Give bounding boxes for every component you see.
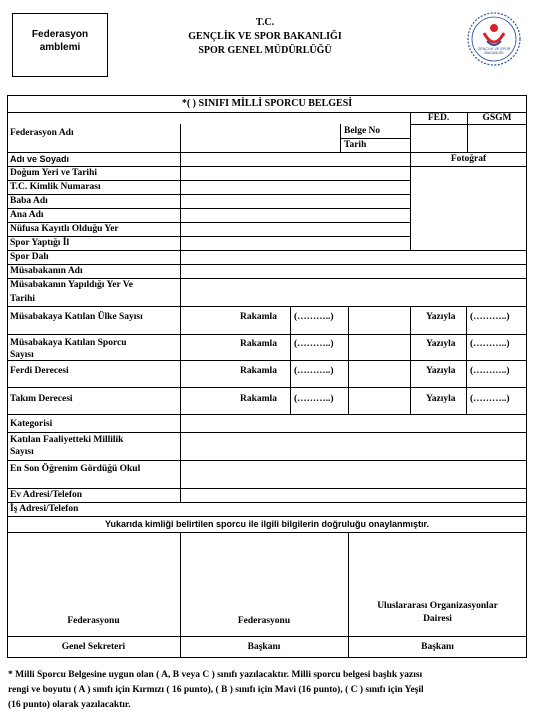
rakamla-label-1: Rakamla <box>240 312 277 322</box>
label-spor-il: Spor Yaptığı İl <box>10 238 70 248</box>
label-ana: Ana Adı <box>10 210 44 220</box>
yaziyla-blank-1: (………..) <box>470 312 510 322</box>
header-tc: T.C. <box>255 17 275 28</box>
label-is-adresi: İş Adresi/Telefon <box>10 504 79 514</box>
label-okul: En Son Öğrenim Gördüğü Okul <box>10 464 141 474</box>
label-dogum: Doğum Yeri ve Tarihi <box>10 168 97 178</box>
yaziyla-blank-2: (………..) <box>470 339 510 349</box>
ministry-logo-icon <box>466 11 522 67</box>
label-baba: Baba Adı <box>10 196 48 206</box>
signature-1-footer: Genel Sekreteri <box>61 642 126 652</box>
federation-emblem-placeholder <box>12 13 108 77</box>
signature-3-footer: Başkanı <box>421 642 454 652</box>
form-title: *( ) SINIFI MİLLİ SPORCU BELGESİ <box>181 98 353 109</box>
signature-3-label-line1: Uluslararası Organizasyonlar <box>377 601 498 611</box>
label-faaliyet-1: Katılan Faaliyetteki Millilik <box>10 435 124 445</box>
label-musabaka-yer-1: Müsabakanın Yapıldığı Yer Ve <box>10 280 133 290</box>
yaziyla-label-3: Yazıyla <box>426 366 456 376</box>
emblem-label-line2: amblemi <box>39 42 81 53</box>
header-ministry: GENÇLİK VE SPOR BAKANLIĞI <box>188 31 342 42</box>
rakamla-blank-3: (………..) <box>294 366 334 376</box>
label-belge-no: Belge No <box>344 126 381 136</box>
col-fed-header: FED. <box>427 113 450 123</box>
label-tarih: Tarih <box>344 140 367 150</box>
rakamla-label-2: Rakamla <box>240 339 277 349</box>
label-nufus: Nüfusa Kayıtlı Olduğu Yer <box>10 224 119 234</box>
header-directorate: SPOR GENEL MÜDÜRLÜĞÜ <box>198 45 332 56</box>
rakamla-label-3: Rakamla <box>240 366 277 376</box>
label-faaliyet-2: Sayısı <box>10 447 34 457</box>
yaziyla-label-1: Yazıyla <box>426 312 456 322</box>
label-adi-soyadi: Adı ve Soyadı <box>10 154 70 164</box>
label-takim: Takım Derecesi <box>10 394 73 404</box>
approval-statement: Yukarıda kimliği belirtilen sporcu ile ilgili bilgilerin doğruluğu onaylanmıştır. <box>104 519 430 529</box>
label-ev-adresi: Ev Adresi/Telefon <box>10 490 83 500</box>
label-federasyon-adi: Federasyon Adı <box>10 128 74 138</box>
label-spor-dali: Spor Dalı <box>10 252 49 262</box>
col-gsgm-header: GSGM <box>482 113 512 123</box>
signature-2-footer: Başkanı <box>247 642 281 652</box>
label-tc-kimlik: T.C. Kimlik Numarası <box>10 182 101 192</box>
signature-1-label: Federasyonu <box>67 616 120 626</box>
yaziyla-label-2: Yazıyla <box>426 339 456 349</box>
label-musabaka-adi: Müsabakanın Adı <box>10 266 83 276</box>
photo-area-label: Fotoğraf <box>450 154 487 164</box>
footnote-line-3: (16 punto) olarak yazılacaktır. <box>8 700 131 710</box>
yaziyla-label-4: Yazıyla <box>426 394 456 404</box>
signature-2-label: Federasyonu <box>237 616 291 626</box>
rakamla-label-4: Rakamla <box>240 394 277 404</box>
label-sporcu-sayisi-1: Müsabakaya Katılan Sporcu <box>10 338 127 348</box>
signature-3-label-line2: Dairesi <box>423 614 452 624</box>
label-sporcu-sayisi-2: Sayısı <box>10 350 34 360</box>
ministry-logo-text: GENÇLİK VE SPOR BAKANLIĞI <box>477 47 511 56</box>
rakamla-blank-1: (………..) <box>294 312 334 322</box>
rakamla-blank-4: (………..) <box>294 394 334 404</box>
yaziyla-blank-4: (………..) <box>470 394 510 404</box>
footnote-line-2: rengi ve boyutu ( A ) sınıfı için Kırmızı ( 16 punto), ( B ) sınıfı için Mavi (16 punto), ( C ) sınıfı için Yeşil <box>8 685 424 695</box>
footnote-line-1: * Milli Sporcu Belgesine uygun olan ( A, B veya C ) sınıfı yazılacaktır. Milli sporcu belgesi başlık yazısı <box>8 670 423 680</box>
label-musabaka-yer-2: Tarihi <box>10 294 35 304</box>
rakamla-blank-2: (………..) <box>294 339 334 349</box>
label-ferdi: Ferdi Derecesi <box>10 366 69 376</box>
emblem-label-line1: Federasyon <box>31 29 89 40</box>
yaziyla-blank-3: (………..) <box>470 366 510 376</box>
ministry-logo <box>466 11 522 67</box>
label-kategorisi: Kategorisi <box>10 419 53 429</box>
label-ulke-sayisi: Müsabakaya Katılan Ülke Sayısı <box>10 312 143 322</box>
